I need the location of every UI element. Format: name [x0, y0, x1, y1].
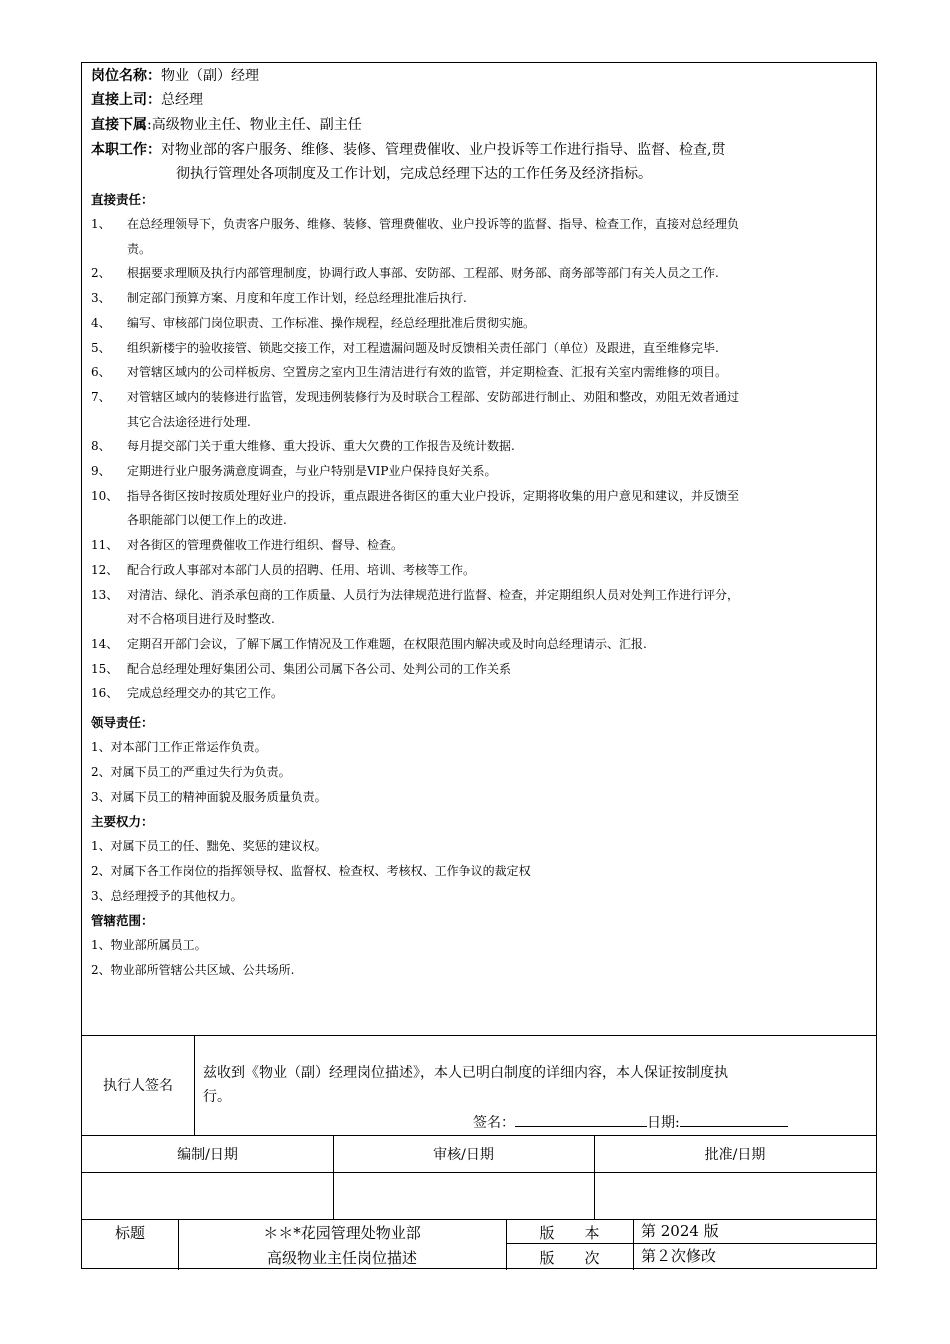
power-item: 1、对属下员工的任、黜免、奖惩的建议权。 — [91, 839, 327, 853]
direct-item-number: 3、 — [91, 291, 111, 306]
direct-item-text: 编写、审核部门岗位职责、工作标准、操作规程，经总经理批准后贯彻实施。 — [127, 315, 536, 330]
direct-item-text: 组织新楼宇的验收接管、锁匙交接工作，对工程遗漏问题及时反馈相关责任部门（单位）及跟进，直至维修完毕. — [127, 340, 719, 355]
subordinate-value: :高级物业主任、物业主任、副主任 — [147, 117, 362, 133]
signature-label: 签名： — [473, 1115, 515, 1131]
direct-item-text: 每月提交部门关于重大维修、重大投诉、重大欠费的工作报告及统计数据. — [127, 439, 515, 454]
superior-label: 直接上司： — [91, 92, 161, 108]
powers-section-title: 主要权力： — [91, 814, 154, 829]
direct-item-number: 6、 — [91, 365, 111, 380]
direct-item-text: 对清洁、绿化、消杀承包商的工作质量、人员行为法律规范进行监督、检查，并定期组织人员对处判工作进行评分， — [127, 587, 740, 602]
superior-row — [91, 91, 203, 109]
divider — [82, 1219, 876, 1220]
position-label: 岗位名称： — [91, 68, 161, 84]
direct-item-text: 责。 — [127, 241, 152, 256]
duty-line-1: 对物业部的客户服务、维修、装修、管理费催收、业户投诉等工作进行指导、监督、检查,贯 — [161, 142, 726, 158]
reviewed-by-header: 审核/日期 — [433, 1147, 494, 1163]
superior-value: 总经理 — [161, 92, 203, 108]
direct-item-number: 14、 — [91, 636, 119, 651]
direct-item-text: 配合行政人事部对本部门人员的招聘、任用、培训、考核等工作。 — [127, 562, 476, 577]
version-value: 第 2024 版 — [641, 1222, 719, 1240]
duty-label: 本职工作： — [91, 142, 161, 158]
direct-item-number: 4、 — [91, 315, 111, 330]
power-item: 3、总经理授予的其他权力。 — [91, 889, 243, 903]
direct-item-number: 7、 — [91, 389, 111, 404]
main-content — [82, 63, 876, 1035]
direct-item-number: 8、 — [91, 439, 111, 454]
duty-line-2: 彻执行管理处各项制度及工作计划，完成总经理下达的工作任务及经济指标。 — [176, 166, 652, 182]
title-line-1: ＊＊*花园管理处物业部 — [263, 1224, 421, 1242]
divider — [506, 1243, 876, 1244]
date-label: 日期: — [647, 1115, 680, 1131]
version-label: 版 本 — [539, 1224, 600, 1242]
title-label: 标题 — [114, 1224, 145, 1242]
direct-item-text: 根据要求理顺及执行内部管理制度，协调行政人事部、安防部、工程部、财务部、商务部等部门有关人员之工作. — [127, 266, 719, 281]
lead-item: 3、对属下员工的精神面貌及服务质量负责。 — [91, 790, 327, 804]
title-line-2: 高级物业主任岗位描述 — [266, 1249, 417, 1267]
prepared-by-header: 编制/日期 — [177, 1147, 238, 1163]
lead-item: 1、对本部门工作正常运作负责。 — [91, 740, 267, 754]
approved-by-header: 批准/日期 — [704, 1147, 766, 1163]
direct-item-text: 制定部门预算方案、月度和年度工作计划，经总经理批准后执行. — [127, 291, 467, 306]
divider — [82, 1135, 876, 1136]
revision-label: 版 次 — [539, 1249, 600, 1267]
direct-item-text: 指导各街区按时按质处理好业户的投诉，重点跟进各街区的重大业户投诉，定期将收集的用户意见和建议，并反馈至 — [127, 488, 740, 503]
power-item: 2、对属下各工作岗位的指挥领导权、监督权、检查权、考核权、工作争议的裁定权 — [91, 864, 531, 878]
acknowledge-line-2: 行。 — [203, 1089, 231, 1105]
direct-item-number: 5、 — [91, 340, 111, 355]
divider — [82, 1035, 876, 1036]
direct-item-text: 对管辖区域内的公司样板房、空置房之室内卫生清洁进行有效的监管，并定期检查、汇报有关室内需维修的项目。 — [127, 365, 728, 380]
subordinate-row — [91, 116, 362, 134]
position-row — [91, 67, 259, 85]
direct-item-text: 对管辖区域内的装修进行监管，发现违例装修行为及时联合工程部、安防部进行制止、劝阻和整改，劝阻无效者通过 — [127, 389, 740, 404]
reviewed-by-cell[interactable] — [334, 1173, 594, 1219]
direct-item-number: 9、 — [91, 464, 111, 478]
scope-item: 1、物业部所属员工。 — [91, 938, 207, 952]
divider — [194, 1035, 195, 1135]
direct-item-text: 定期进行业户服务满意度调查，与业户特别是VIP业户保持良好关系。 — [127, 464, 497, 478]
direct-item-number: 11、 — [91, 538, 119, 553]
prepared-by-cell[interactable] — [82, 1173, 333, 1219]
acknowledge-line-1: 兹收到《物业（副）经理岗位描述》，本人已明白制度的详细内容，本人保证按制度执 — [203, 1065, 728, 1081]
direct-item-number: 15、 — [91, 661, 119, 676]
divider — [633, 1219, 634, 1270]
direct-item-text: 定期召开部门会议，了解下属工作情况及工作难题，在权限范围内解决或及时向总经理请示、汇报. — [127, 636, 647, 651]
scope-item: 2、物业部所管辖公共区域、公共场所. — [91, 963, 295, 977]
lead-item: 2、对属下员工的严重过失行为负责。 — [91, 765, 291, 779]
direct-item-number: 13、 — [91, 587, 119, 602]
direct-item-text: 在总经理领导下，负责客户服务、维修、装修、管理费催收、业户投诉等的监督、指导、检查工作，直接对总经理负 — [127, 217, 740, 231]
direct-item-number: 1、 — [91, 217, 111, 231]
subordinate-label: 直接下属 — [91, 117, 147, 133]
lead-section-title: 领导责任： — [91, 715, 154, 730]
direct-item-number: 16、 — [91, 686, 119, 701]
duty-row — [91, 141, 725, 159]
direct-item-text: 对不合格项目进行及时整改. — [127, 612, 275, 627]
direct-section-title: 直接责任： — [91, 192, 154, 207]
position-value: 物业（副）经理 — [161, 68, 259, 84]
direct-item-number: 10、 — [91, 488, 119, 503]
direct-item-number: 2、 — [91, 266, 111, 281]
date-field[interactable] — [680, 1112, 788, 1127]
direct-item-text: 完成总经理交办的其它工作。 — [127, 686, 284, 701]
revision-value: 第２次修改 — [641, 1247, 717, 1265]
signature-row — [473, 1112, 788, 1133]
job-description-form — [81, 62, 877, 1269]
signature-field[interactable] — [515, 1112, 647, 1127]
approved-by-cell[interactable] — [595, 1173, 876, 1219]
signer-label: 执行人签名 — [103, 1078, 173, 1094]
direct-item-text: 配合总经理处理好集团公司、集团公司属下各公司、处判公司的工作关系 — [127, 661, 512, 676]
scope-section-title: 管辖范围： — [91, 913, 154, 928]
direct-item-text: 其它合法途径进行处理. — [127, 414, 251, 429]
direct-item-number: 12、 — [91, 562, 119, 577]
direct-item-text: 对各街区的管理费催收工作进行组织、督导、检查。 — [127, 538, 404, 553]
direct-item-text: 各职能部门以便工作上的改进. — [127, 513, 287, 528]
